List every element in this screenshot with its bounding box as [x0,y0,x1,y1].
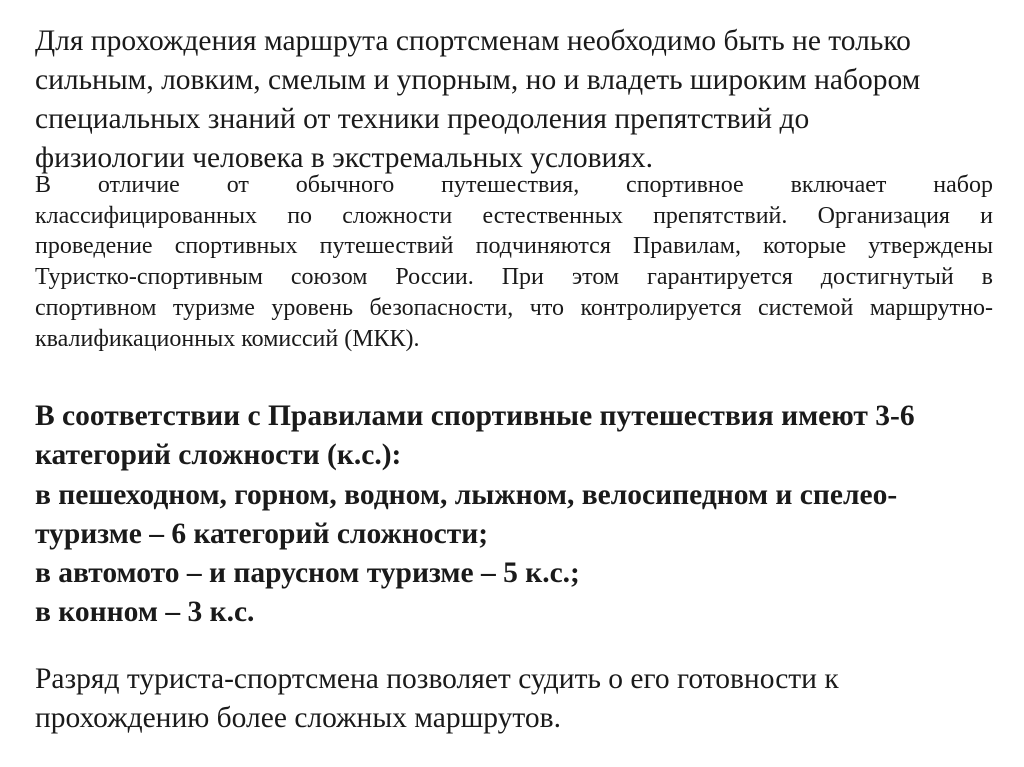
difficulty-line: в конном – 3 к.с. [35,596,255,629]
sport-travel-paragraph [35,170,993,354]
intro-line: сильным, ловким, смелым и упорным, но и владеть широким набором [35,64,921,96]
sport-travel-line: В отличие от обычного путешествия, спортивное включает набор [35,172,993,198]
sport-travel-line: Туристко-спортивным союзом России. При этом гарантируется достигнутый в [35,264,993,291]
rank-line: прохождению более сложных маршрутов. [35,702,561,734]
difficulty-line: категорий сложности (к.с.): [35,439,402,472]
difficulty-categories-paragraph [35,397,915,633]
difficulty-line: в пешеходном, горном, водном, лыжном, велосипедном и спелео- [35,478,898,511]
sport-travel-line: квалификационных комиссий (МКК). [35,325,420,352]
difficulty-line: туризме – 6 категорий сложности; [35,517,489,550]
intro-paragraph [35,22,920,178]
intro-line: специальных знаний от техники преодоления препятствий до [35,103,810,135]
rank-line: Разряд туриста-спортсмена позволяет судить о его готовности к [35,663,839,695]
sport-travel-line: классифицированных по сложности естественных препятствий. Организация и [35,202,993,229]
sport-travel-line: проведение спортивных путешествий подчиняются Правилам, которые утверждены [35,233,993,260]
difficulty-line: В соответствии с Правилами спортивные путешествия имеют 3-6 [35,400,915,432]
intro-line: физиологии человека в экстремальных условиях. [35,142,654,174]
intro-line: Для прохождения маршрута спортсменам необходимо быть не только [35,25,911,57]
difficulty-line: в автомото – и парусном туризме – 5 к.с.; [35,557,580,590]
rank-paragraph [35,660,839,738]
sport-travel-line: спортивном туризме уровень безопасности, что контролируется системой маршрутно- [35,294,993,321]
